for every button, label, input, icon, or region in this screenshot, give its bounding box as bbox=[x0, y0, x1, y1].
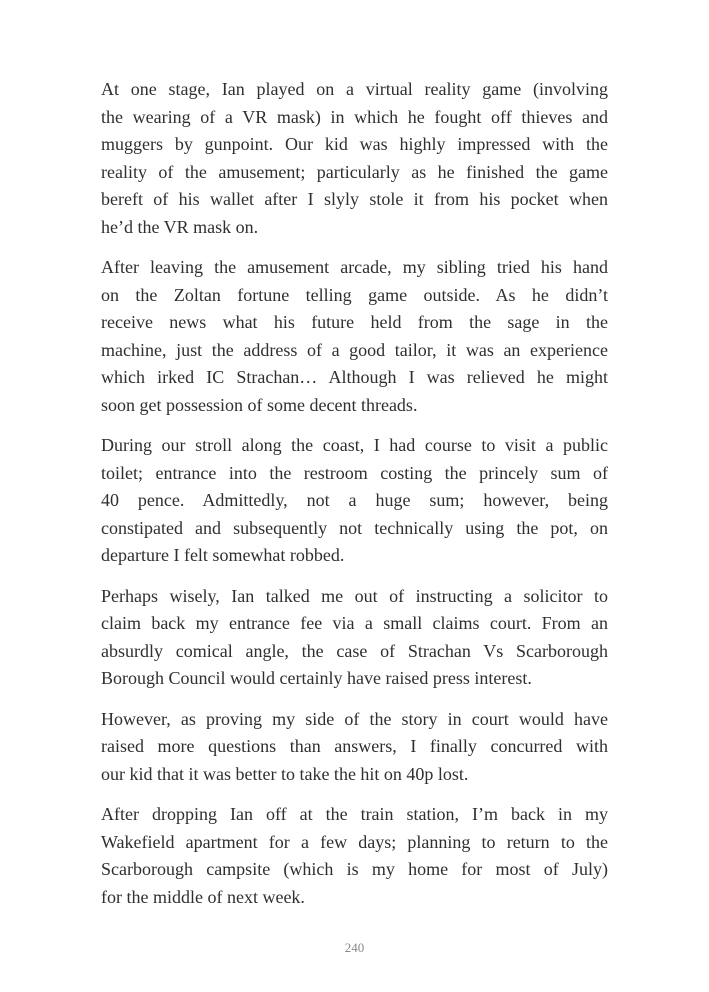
text-line: After leaving the amusement arcade, my sibling tried his hand bbox=[101, 257, 608, 277]
text-line: departure I felt somewhat robbed. bbox=[101, 545, 345, 565]
text-line: soon get possession of some decent threads. bbox=[101, 394, 418, 415]
text-line: which irked IC Strachan… Although I was relieved he might bbox=[101, 367, 608, 387]
text-line: Borough Council would certainly have raised press interest. bbox=[101, 668, 532, 688]
text-line: Perhaps wisely, Ian talked me out of instructing a solicitor to bbox=[101, 585, 608, 606]
text-line: Scarborough campsite (which is my home for most of July) bbox=[101, 859, 608, 879]
text-line: receive news what his future held from the sage in the bbox=[101, 312, 608, 332]
text-line: muggers by gunpoint. Our kid was highly impressed with the bbox=[101, 134, 608, 154]
text-line: At one stage, Ian played on a virtual reality game (involving bbox=[101, 79, 608, 99]
text-line: our kid that it was better to take the hit on 40p lost. bbox=[101, 763, 469, 784]
text-line: on the Zoltan fortune telling game outside. As he didn’t bbox=[101, 284, 608, 305]
text-line: After dropping Ian off at the train station, I’m back in my bbox=[101, 804, 608, 824]
text-line: reality of the amusement; particularly as he finished the game bbox=[101, 161, 608, 182]
text-line: for the middle of next week. bbox=[101, 886, 305, 907]
page-number: 240 bbox=[344, 940, 365, 955]
paragraph bbox=[101, 706, 608, 789]
text-line: toilet; entrance into the restroom costing the princely sum of bbox=[101, 462, 608, 483]
text-line: claim back my entrance fee via a small claims court. From an bbox=[101, 613, 608, 633]
text-line: bereft of his wallet after I slyly stole it from his pocket when bbox=[101, 189, 608, 209]
text-line: However, as proving my side of the story in court would have bbox=[101, 708, 608, 729]
text-line: constipated and subsequently not technically using the pot, on bbox=[101, 517, 608, 538]
paragraph bbox=[101, 583, 608, 693]
text-line: absurdly comical angle, the case of Strachan Vs Scarborough bbox=[101, 640, 608, 661]
paragraph bbox=[101, 254, 608, 419]
text-line: 40 pence. Admittedly, not a huge sum; however, being bbox=[101, 490, 608, 510]
paragraph bbox=[101, 76, 608, 241]
paragraph bbox=[101, 432, 608, 570]
text-line: he’d the VR mask on. bbox=[101, 216, 259, 237]
text-line: Wakefield apartment for a few days; planning to return to the bbox=[101, 831, 608, 852]
paragraph bbox=[101, 801, 608, 911]
text-line: raised more questions than answers, I finally concurred with bbox=[101, 736, 608, 756]
text-line: the wearing of a VR mask) in which he fought off thieves and bbox=[101, 106, 608, 127]
page-body-text bbox=[101, 76, 608, 911]
text-line: machine, just the address of a good tailor, it was an experience bbox=[101, 339, 608, 360]
text-line: During our stroll along the coast, I had course to visit a public bbox=[101, 435, 608, 455]
